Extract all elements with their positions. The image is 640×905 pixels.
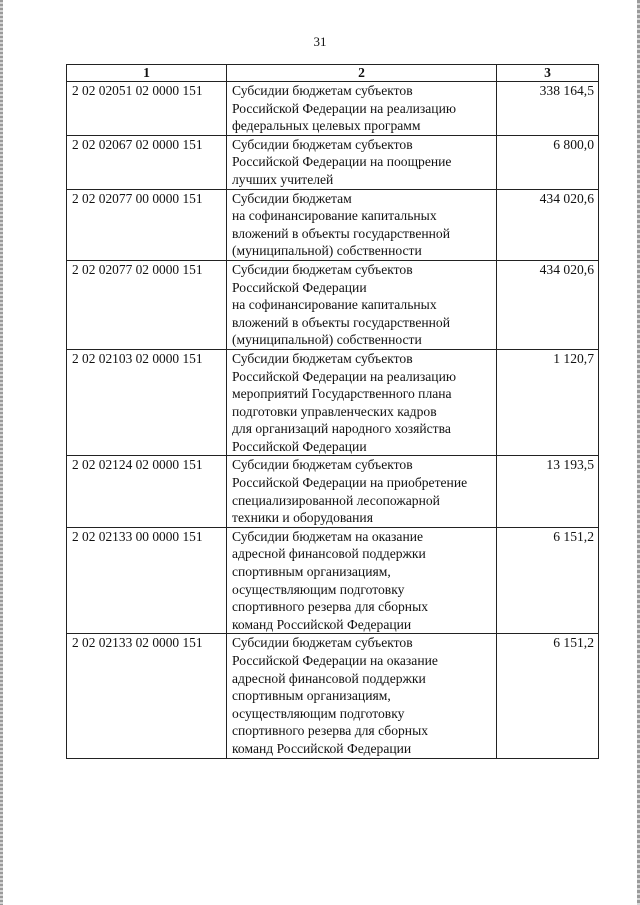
page-number: 31 [313, 34, 327, 49]
description-cell: Субсидии бюджетам субъектов Российской Федерации на поощрение лучших учителей [227, 135, 497, 189]
table-row [67, 527, 599, 634]
table-row [67, 260, 599, 349]
description-cell: Субсидии бюджетам на оказание адресной финансовой поддержки спортивным организациям, осуществляющим подготовку спортивного резерва для сборных команд Российской Федерации [227, 527, 497, 634]
table-row [67, 135, 599, 189]
description-cell: Субсидии бюджетам субъектов Российской Федерации на софинансирование капитальных вложений в объекты государственной (муниципальной) собственности [227, 260, 497, 349]
description-cell: Субсидии бюджетам субъектов Российской Федерации на реализацию федеральных целевых программ [227, 82, 497, 136]
description-cell: Субсидии бюджетам субъектов Российской Федерации на приобретение специализированной лесопожарной техники и оборудования [227, 456, 497, 527]
amount-cell: 1 120,7 [497, 349, 599, 456]
budget-code-cell: 2 02 02077 00 0000 151 [67, 189, 227, 260]
scan-edge-left [0, 0, 3, 905]
amount-cell: 338 164,5 [497, 82, 599, 136]
budget-code-cell: 2 02 02051 02 0000 151 [67, 82, 227, 136]
table-row [67, 82, 599, 136]
amount-cell: 6 151,2 [497, 527, 599, 634]
budget-table [66, 64, 599, 759]
table-row [67, 634, 599, 758]
budget-code-cell: 2 02 02103 02 0000 151 [67, 349, 227, 456]
amount-cell: 6 151,2 [497, 634, 599, 758]
budget-code-cell: 2 02 02077 02 0000 151 [67, 260, 227, 349]
budget-code-cell: 2 02 02133 00 0000 151 [67, 527, 227, 634]
budget-code-cell: 2 02 02133 02 0000 151 [67, 634, 227, 758]
budget-code-cell: 2 02 02067 02 0000 151 [67, 135, 227, 189]
description-cell: Субсидии бюджетам на софинансирование капитальных вложений в объекты государственной (муниципальной) собственности [227, 189, 497, 260]
table-body [67, 82, 599, 759]
table-row [67, 349, 599, 456]
amount-cell: 6 800,0 [497, 135, 599, 189]
budget-code-cell: 2 02 02124 02 0000 151 [67, 456, 227, 527]
table-row [67, 456, 599, 527]
amount-cell: 434 020,6 [497, 260, 599, 349]
column-header-amount: 3 [497, 65, 599, 82]
column-header-code: 1 [67, 65, 227, 82]
table-header-row [67, 65, 599, 82]
description-cell: Субсидии бюджетам субъектов Российской Федерации на оказание адресной финансовой поддержки спортивным организациям, осуществляющим подготовку спортивного резерва для сборных команд Российской Федерации [227, 634, 497, 758]
column-header-name: 2 [227, 65, 497, 82]
amount-cell: 13 193,5 [497, 456, 599, 527]
table-row [67, 189, 599, 260]
amount-cell: 434 020,6 [497, 189, 599, 260]
description-cell: Субсидии бюджетам субъектов Российской Федерации на реализацию мероприятий Государственного плана подготовки управленческих кадров для организаций народного хозяйства Российской Федерации [227, 349, 497, 456]
